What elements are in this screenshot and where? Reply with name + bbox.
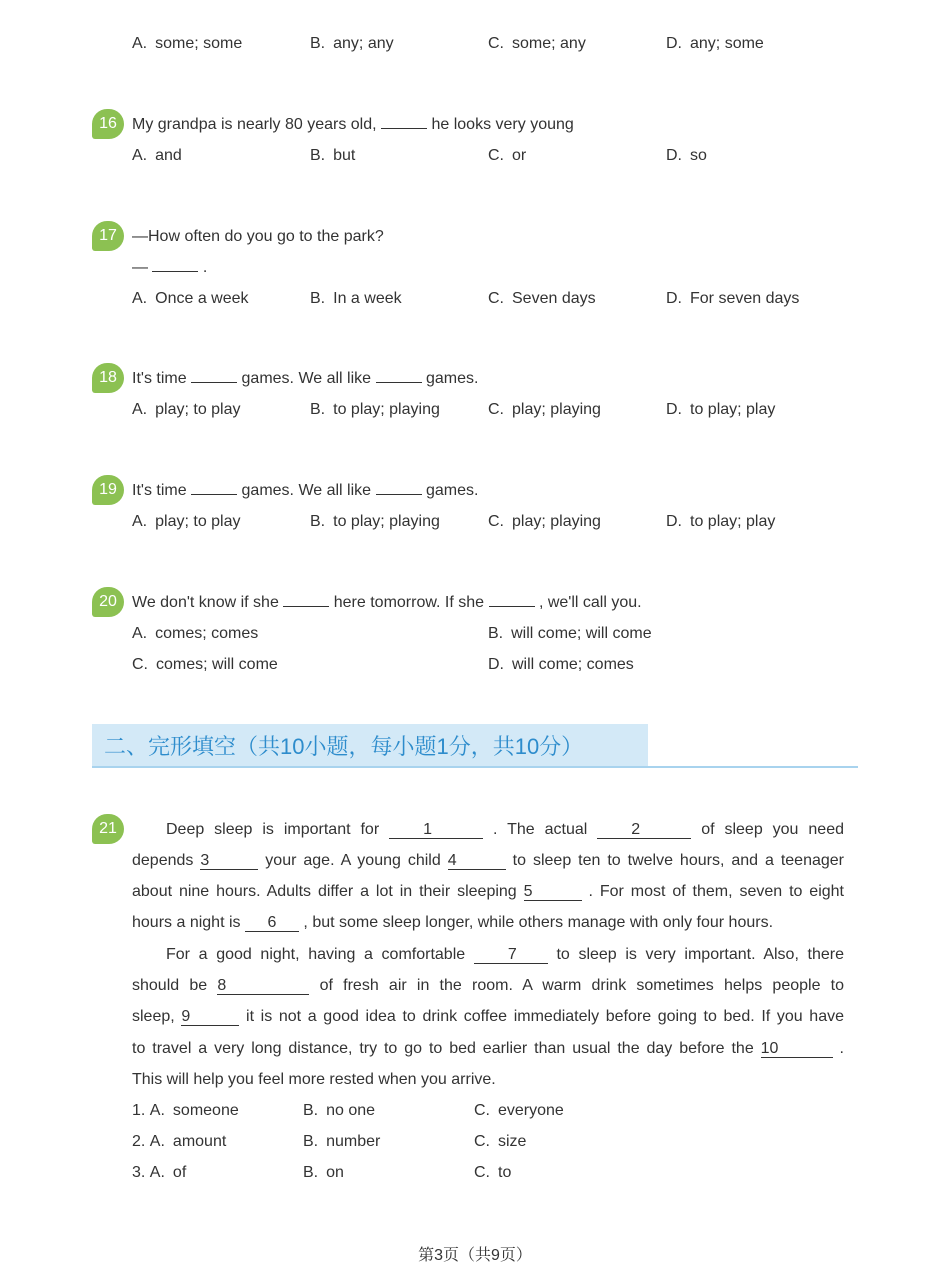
option-c: C. or — [488, 147, 527, 164]
option-d: D. so — [666, 147, 707, 164]
option-b: B. In a week — [310, 290, 402, 307]
question-stem: —How often do you go to the park? — [132, 228, 384, 245]
sub-question-3-option-b: B. on — [303, 1164, 344, 1181]
question-number-badge: 17 — [92, 221, 124, 251]
passage-line: sleep, 9 it is not a good idea to drink coffee immediately before going to bed. If you have — [132, 1008, 844, 1025]
passage-line: hours a night is 6 , but some sleep longer, while others manage with only four hours. — [132, 914, 774, 931]
section-title: 二、完形填空（共10小题，每小题1分，共10分） — [104, 734, 584, 759]
passage-line: depends 3 your age. A young child 4 to sleep ten to twelve hours, and a teenager — [132, 852, 844, 869]
option-b: B. will come; will come — [488, 625, 652, 642]
sub-question-3-option-a: 3. A. of — [132, 1164, 187, 1181]
option-b: B. any; any — [310, 35, 394, 52]
option-b: B. to play; playing — [310, 513, 440, 530]
section-header-underline — [92, 766, 858, 768]
section-header-tip — [640, 724, 648, 766]
option-d: D. For seven days — [666, 290, 800, 307]
option-a: A. play; to play — [132, 401, 241, 418]
answer-blank — [376, 370, 422, 383]
cloze-blank-9: 9 — [181, 1009, 239, 1026]
cloze-blank-7: 7 — [474, 947, 548, 964]
sub-question-1-option-c: C. everyone — [474, 1102, 564, 1119]
option-b: B. to play; playing — [310, 401, 440, 418]
question-number-badge: 16 — [92, 109, 124, 139]
sub-question-3-option-c: C. to — [474, 1164, 512, 1181]
option-d: D. to play; play — [666, 401, 776, 418]
option-a: A. some; some — [132, 35, 243, 52]
sub-question-1-option-a: 1. A. someone — [132, 1102, 239, 1119]
option-d: D. will come; comes — [488, 656, 634, 673]
option-b: B. but — [310, 147, 356, 164]
cloze-blank-1: 1 — [389, 822, 483, 839]
option-d: D. any; some — [666, 35, 764, 52]
question-stem: It's time games. We all like games. — [132, 482, 479, 499]
question-number-badge: 19 — [92, 475, 124, 505]
cloze-blank-2: 2 — [597, 822, 691, 839]
question-stem: We don't know if she here tomorrow. If she , we'll call you. — [132, 594, 642, 611]
option-c: C. comes; will come — [132, 656, 278, 673]
cloze-blank-3: 3 — [200, 853, 258, 870]
option-a: A. comes; comes — [132, 625, 259, 642]
answer-blank — [191, 482, 237, 495]
passage-line: should be 8 of fresh air in the room. A warm drink sometimes helps people to — [132, 977, 845, 994]
question-number-badge: 18 — [92, 363, 124, 393]
option-c: C. Seven days — [488, 290, 596, 307]
option-c: C. play; playing — [488, 513, 601, 530]
cloze-blank-5: 5 — [524, 884, 582, 901]
option-c: C. play; playing — [488, 401, 601, 418]
sub-question-1-option-b: B. no one — [303, 1102, 376, 1119]
answer-blank — [191, 370, 237, 383]
answer-blank — [381, 116, 427, 129]
section-header — [92, 724, 858, 768]
option-d: D. to play; play — [666, 513, 776, 530]
question-number-badge: 21 — [92, 814, 124, 844]
answer-blank — [489, 594, 535, 607]
page-footer: 第3页（共9页） — [418, 1247, 532, 1264]
option-a: A. play; to play — [132, 513, 241, 530]
answer-blank — [376, 482, 422, 495]
cloze-blank-6: 6 — [245, 915, 299, 932]
passage-line: about nine hours. Adults differ a lot in their sleeping 5 . For most of them, seven to eight — [132, 883, 844, 900]
cloze-blank-8: 8 — [217, 978, 309, 995]
question-stem: My grandpa is nearly 80 years old, he looks very young — [132, 116, 574, 133]
sub-question-2-option-a: 2. A. amount — [132, 1133, 227, 1150]
question-number-badge: 20 — [92, 587, 124, 617]
cloze-blank-4: 4 — [448, 853, 506, 870]
cloze-blank-10: 10 — [761, 1041, 833, 1058]
answer-blank — [283, 594, 329, 607]
question-stem-line2: — . — [132, 259, 208, 276]
passage-line: to travel a very long distance, try to go to bed earlier than usual the day before the 10 . — [132, 1040, 844, 1057]
answer-blank — [152, 259, 198, 272]
sub-question-2-option-c: C. size — [474, 1133, 527, 1150]
passage-line: This will help you feel more rested when you arrive. — [132, 1071, 496, 1088]
passage-line: For a good night, having a comfortable 7 to sleep is very important. Also, there — [166, 946, 845, 963]
option-a: A. and — [132, 147, 182, 164]
option-a: A. Once a week — [132, 290, 249, 307]
sub-question-2-option-b: B. number — [303, 1133, 381, 1150]
option-c: C. some; any — [488, 35, 586, 52]
question-stem: It's time games. We all like games. — [132, 370, 479, 387]
passage-line: Deep sleep is important for 1 . The actual 2 of sleep you need — [166, 821, 844, 838]
